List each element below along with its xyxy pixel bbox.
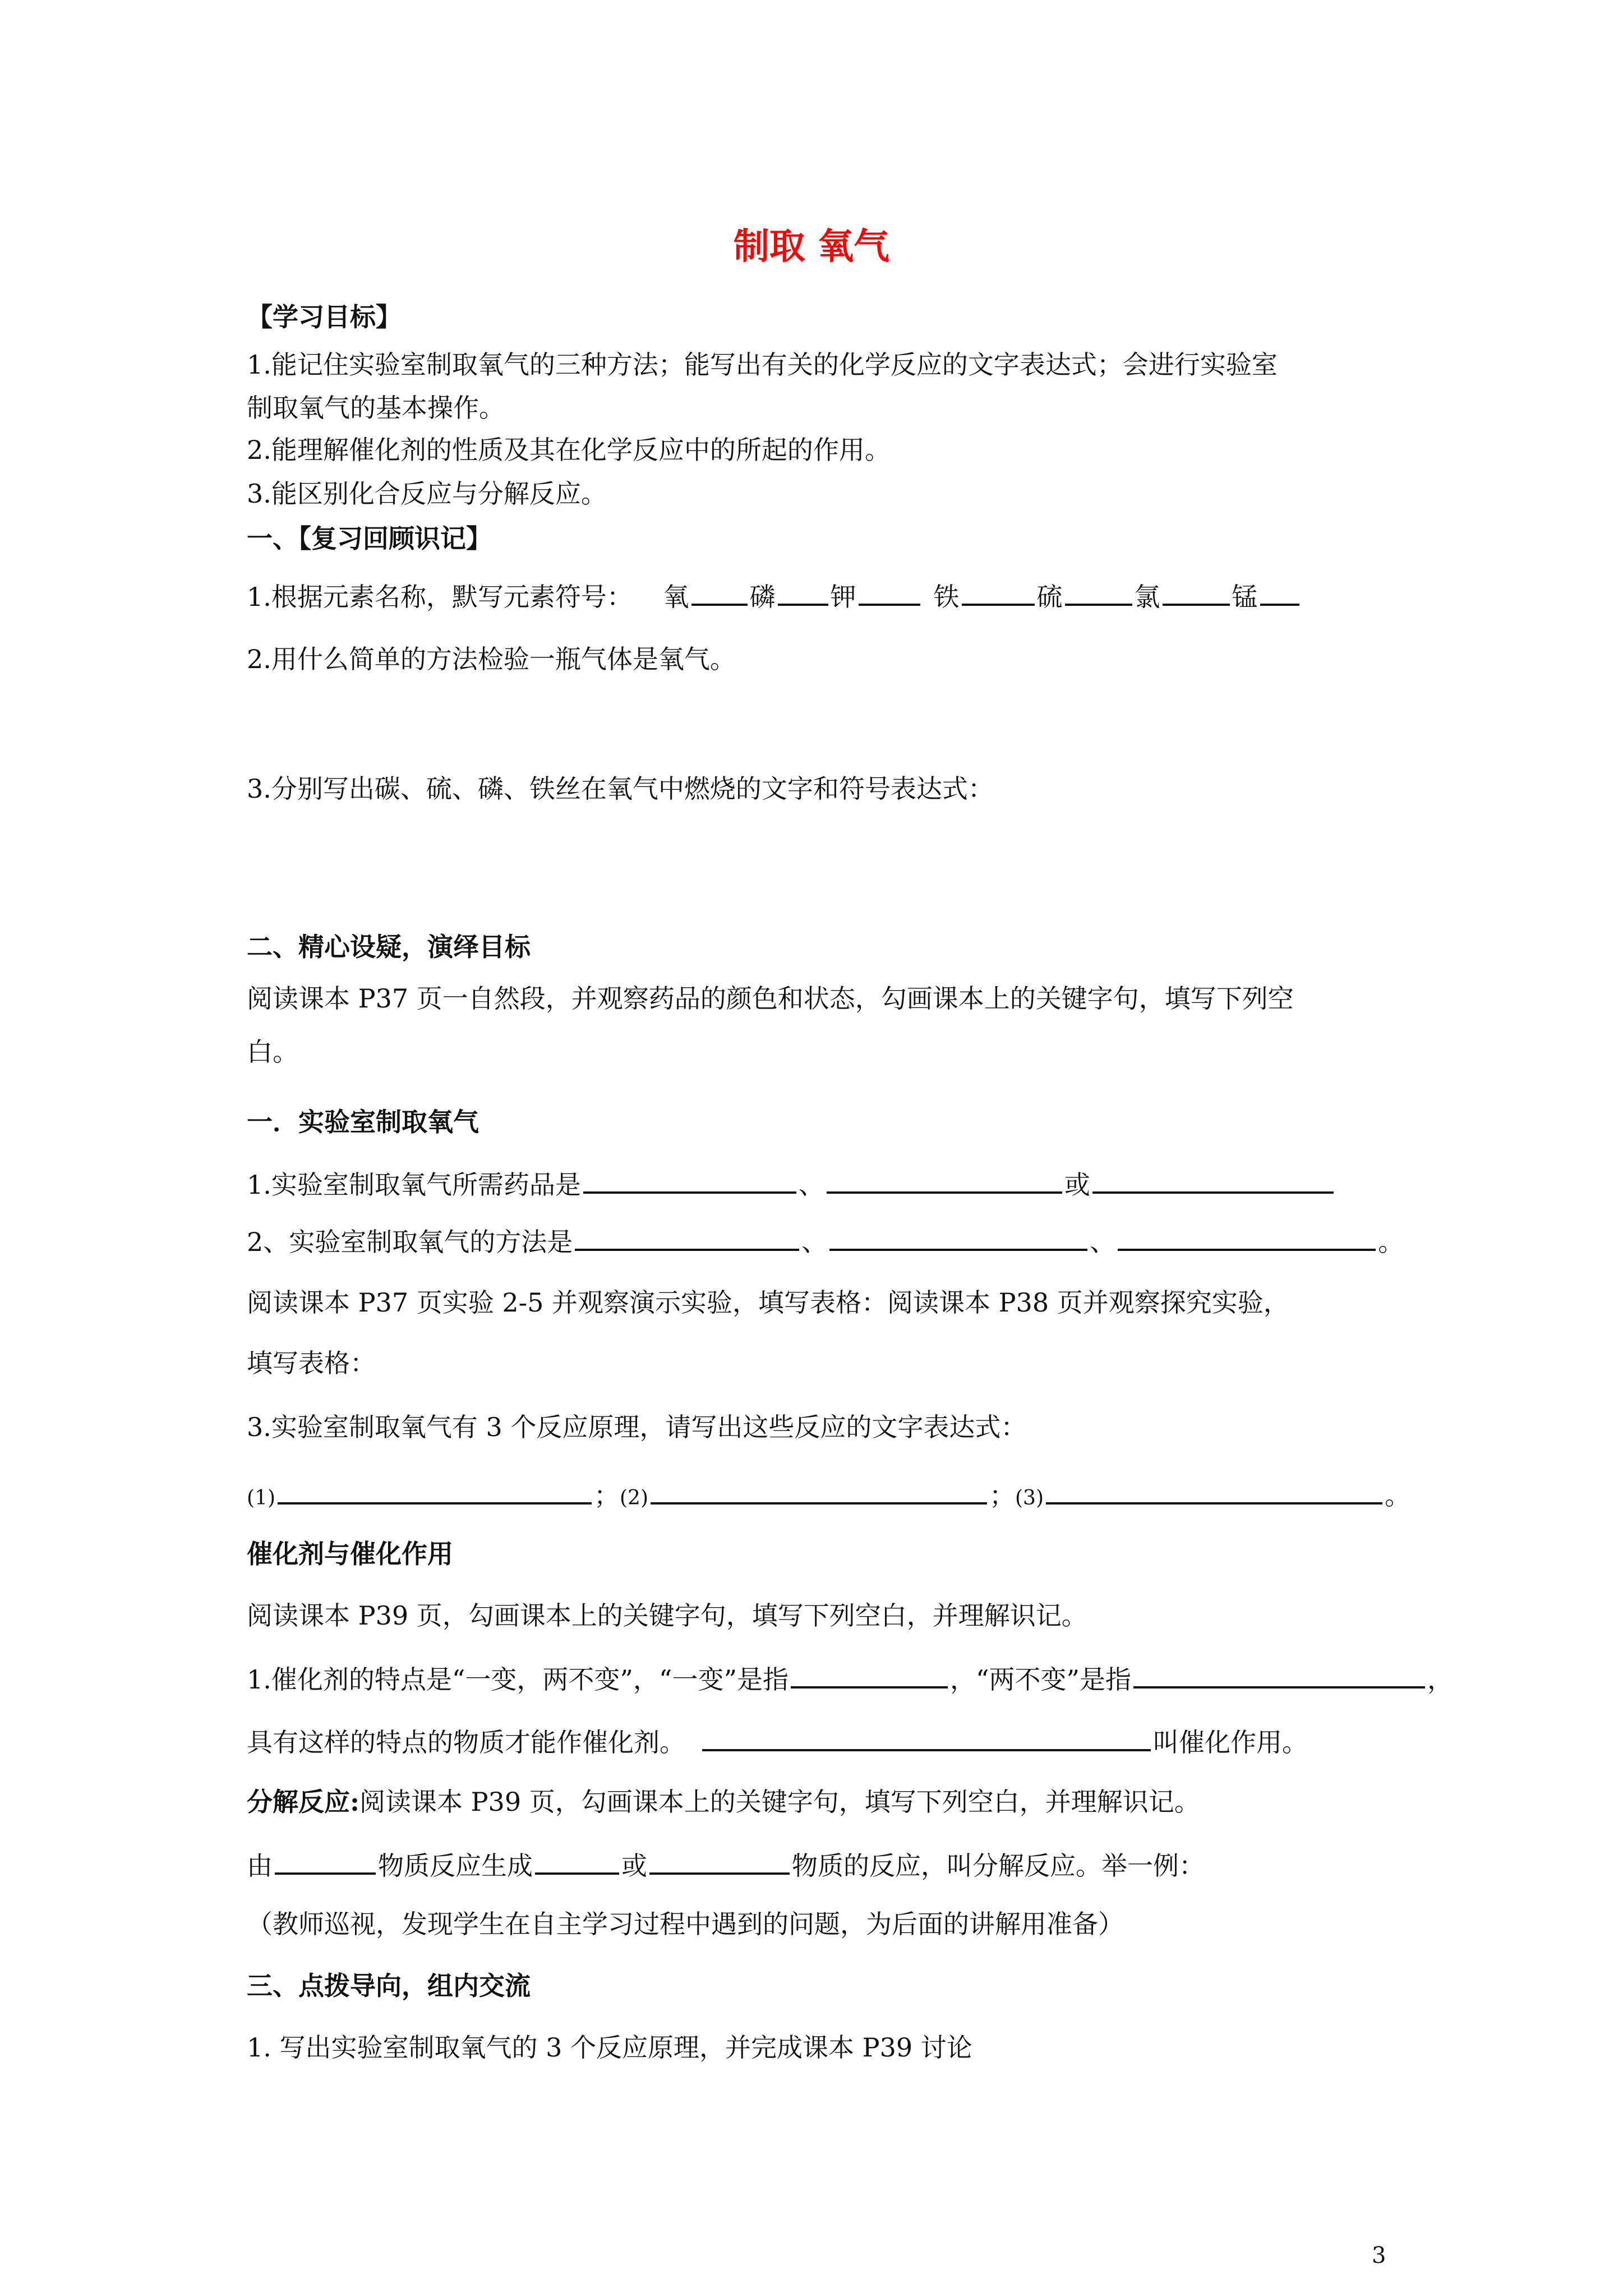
element-phosphorus: 磷 <box>749 582 776 612</box>
blank-chlorine[interactable] <box>1163 578 1230 606</box>
reagents-question <box>247 1166 1336 1202</box>
blank-method-3[interactable] <box>1118 1223 1376 1251</box>
reading-instruction-2: 阅读课本 P37 页实验 2-5 并观察演示实验，填写表格：阅读课本 P38 页并观察探究实验， <box>247 1287 1289 1318</box>
catalyst-reading-instruction: 阅读课本 P39 页，勾画课本上的关键字句，填写下列空白，并理解识记。 <box>247 1600 1087 1631</box>
decomp-part-b: 物质反应生成 <box>378 1851 533 1881</box>
decomposition-definition-line <box>247 1847 1205 1883</box>
blank-phosphorus[interactable] <box>778 578 828 606</box>
catalyst-q-part-a: 1.催化剂的特点是“一变，两不变”，“一变”是指 <box>247 1664 789 1695</box>
decomp-part-d: 物质的反应，叫分解反应。举一例： <box>792 1851 1205 1881</box>
comma: ， <box>1427 1664 1454 1695</box>
goal-line-4: 3.能区别化合反应与分解反应。 <box>247 478 607 509</box>
separator: 、 <box>1090 1227 1116 1257</box>
review-question-2: 2.用什么简单的方法检验一瓶气体是氧气。 <box>247 644 736 674</box>
decomposition-reading: 阅读课本 P39 页，勾画课本上的关键字句，填写下列空白，并理解识记。 <box>359 1787 1200 1817</box>
decomposition-intro <box>247 1785 1200 1819</box>
element-manganese: 锰 <box>1232 582 1258 612</box>
decomposition-label: 分解反应: <box>247 1787 359 1817</box>
goal-line-1: 1.能记住实验室制取氧气的三种方法；能写出有关的化学反应的文字表达式；会进行实验室 <box>247 349 1278 380</box>
formula-label-1: (1) <box>247 1487 275 1510</box>
element-potassium: 钾 <box>830 582 856 612</box>
catalysis-definition-line <box>247 1723 1308 1759</box>
blank-iron[interactable] <box>962 578 1035 606</box>
blank-catalysis[interactable] <box>702 1723 1151 1751</box>
formula-label-2: (2) <box>620 1487 648 1510</box>
element-oxygen: 氧 <box>663 582 689 612</box>
blank-sulfur[interactable] <box>1065 578 1132 606</box>
period: 。 <box>1385 1480 1410 1511</box>
blank-potassium[interactable] <box>859 578 920 606</box>
blank-reagent-2[interactable] <box>827 1166 1062 1194</box>
blank-one-change[interactable] <box>791 1660 948 1688</box>
reaction-principle-question: 3.实验室制取氧气有 3 个反应原理，请写出这些反应的文字表达式： <box>247 1412 1027 1442</box>
blank-reagent-3[interactable] <box>1092 1166 1334 1194</box>
goal-line-3: 2.能理解催化剂的性质及其在化学反应中的所起的作用。 <box>247 435 891 465</box>
teacher-note: （教师巡视，发现学生在自主学习过程中遇到的问题，为后面的讲解用准备） <box>247 1909 1124 1939</box>
formula-label-3: (3) <box>1015 1487 1044 1510</box>
reading-instruction-1: 阅读课本 P37 页一自然段，并观察药品的颜色和状态，勾画课本上的关键字句，填写下列空 <box>247 983 1294 1014</box>
subsection-lab-oxygen: 一．实验室制取氧气 <box>247 1107 479 1137</box>
page-number: 3 <box>1372 2243 1386 2269</box>
catalyst-heading: 催化剂与催化作用 <box>247 1539 453 1569</box>
catalyst-q-part-b: ，“两不变”是指 <box>949 1664 1132 1695</box>
section-3-heading: 三、点拨导向，组内交流 <box>247 1971 531 2001</box>
reading-instruction-1-cont: 白。 <box>247 1037 298 1067</box>
blank-manganese[interactable] <box>1260 578 1299 606</box>
blank-oxygen[interactable] <box>691 578 748 606</box>
separator: 、 <box>801 1227 828 1257</box>
blank-formula-1[interactable] <box>278 1476 592 1504</box>
blank-two-unchanged[interactable] <box>1133 1660 1425 1688</box>
blank-decomp-reactant[interactable] <box>275 1847 376 1875</box>
page-title: 制取 氧气 <box>733 226 890 268</box>
learning-goals-heading: 【学习目标】 <box>247 302 402 332</box>
element-iron: 铁 <box>933 582 960 612</box>
blank-decomp-product-2[interactable] <box>649 1847 790 1875</box>
separator: 、 <box>798 1170 824 1200</box>
element-symbol-question <box>247 578 1302 614</box>
catalyst-q-part-c: 具有这样的特点的物质才能作催化剂。 <box>247 1727 685 1757</box>
or-word: 或 <box>1064 1170 1090 1200</box>
element-sulfur: 硫 <box>1036 582 1063 612</box>
blank-reagent-1[interactable] <box>583 1166 796 1194</box>
reaction-formula-row <box>247 1476 1410 1515</box>
decomp-part-a: 由 <box>247 1851 273 1881</box>
blank-method-2[interactable] <box>829 1223 1087 1251</box>
section-2-heading: 二、精心设疑，演绎目标 <box>247 932 531 962</box>
element-chlorine: 氯 <box>1134 582 1160 612</box>
section-3-question-1: 1. 写出实验室制取氧气的 3 个反应原理，并完成课本 P39 讨论 <box>247 2032 972 2063</box>
catalyst-q-part-d: 叫催化作用。 <box>1153 1727 1308 1757</box>
semicolon: ； <box>989 1480 1015 1511</box>
review-question-3: 3.分别写出碳、硫、磷、铁丝在氧气中燃烧的文字和符号表达式： <box>247 774 994 804</box>
reading-instruction-2-cont: 填写表格： <box>247 1348 376 1378</box>
blank-decomp-product-1[interactable] <box>535 1847 619 1875</box>
review-heading: 一、【复习回顾识记】 <box>247 523 492 554</box>
decomp-part-c: 或 <box>621 1851 647 1881</box>
catalyst-feature-question <box>247 1660 1453 1696</box>
blank-formula-3[interactable] <box>1046 1476 1382 1504</box>
period: 。 <box>1378 1227 1404 1257</box>
blank-method-1[interactable] <box>575 1223 799 1251</box>
goal-line-2: 制取氧气的基本操作。 <box>247 393 505 423</box>
methods-question-text: 2、实验室制取氧气的方法是 <box>247 1227 573 1257</box>
blank-formula-2[interactable] <box>651 1476 987 1504</box>
reagents-question-text: 1.实验室制取氧气所需药品是 <box>247 1170 581 1200</box>
methods-question <box>247 1223 1404 1259</box>
element-question-prefix: 1.根据元素名称，默写元素符号： <box>247 582 633 612</box>
semicolon: ； <box>594 1480 620 1511</box>
